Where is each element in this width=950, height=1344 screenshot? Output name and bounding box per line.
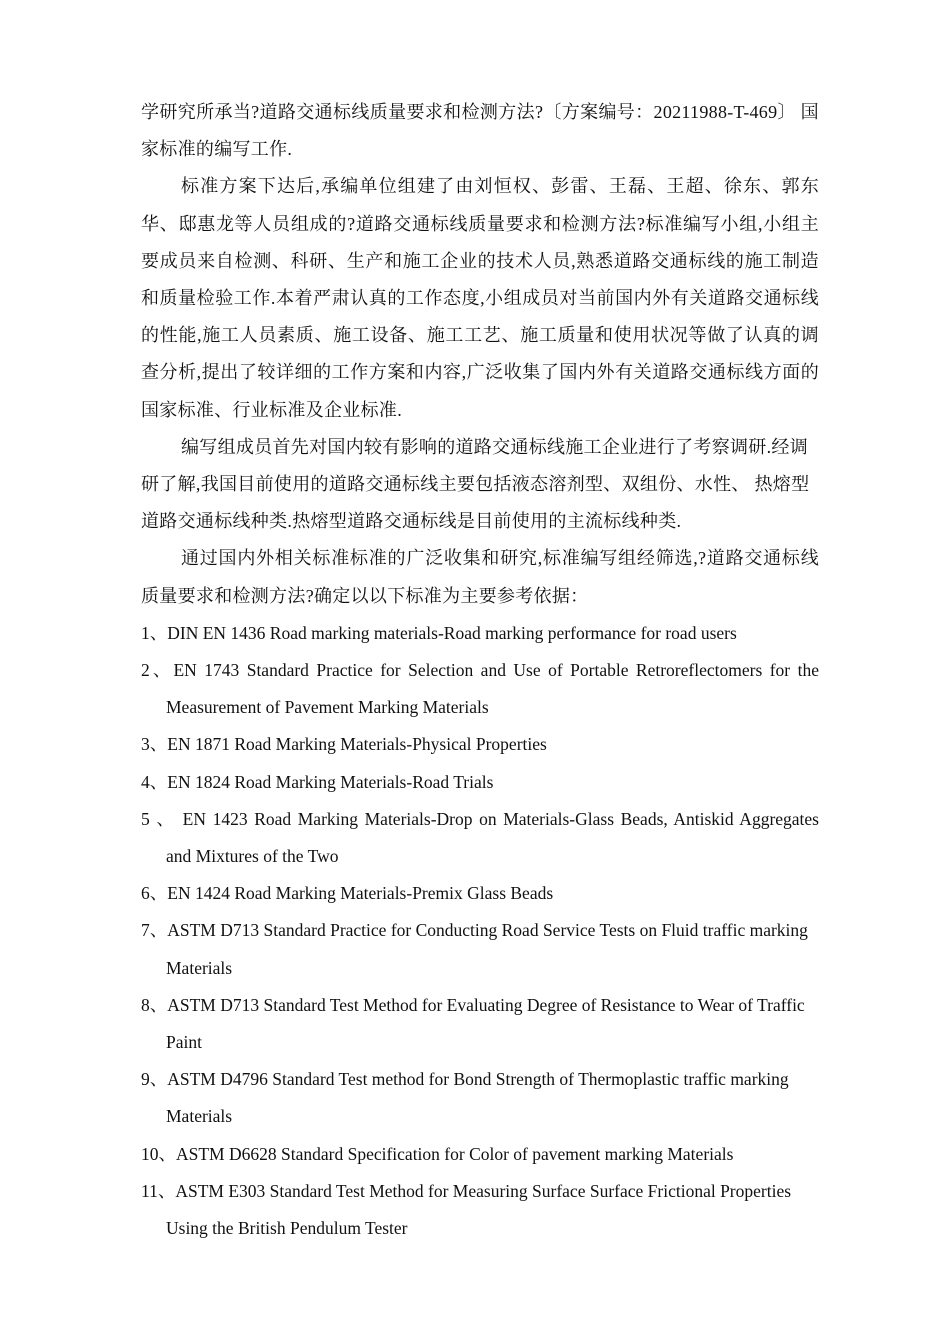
reference-item: 5 、 EN 1423 Road Marking Materials-Drop on Materials-Glass Beads, Antiskid Aggregates and Mixtures of the Two — [141, 808, 819, 867]
reference-standards-list — [141, 615, 819, 1247]
reference-item: 10、ASTM D6628 Standard Specification for Color of pavement marking Materials — [141, 1143, 734, 1164]
reference-item: 8、ASTM D713 Standard Test Method for Evaluating Degree of Resistance to Wear of Traffic Paint — [141, 994, 805, 1053]
paragraph-intro-continuation: 学研究所承当?道路交通标线质量要求和检测方法?〔方案编号：20211988-T-469〕 国家标准的编写工作. — [141, 102, 819, 160]
reference-item: 4、EN 1824 Road Marking Materials-Road Trials — [141, 771, 494, 792]
reference-item: 6、EN 1424 Road Marking Materials-Premix Glass Beads — [141, 883, 554, 904]
paragraph-drafting-group: 标准方案下达后,承编单位组建了由刘恒权、彭雷、王磊、王超、徐东、郭东华、邸惠龙等人员组成的?道路交通标线质量要求和检测方法?标准编写小组,小组主要成员来自检测、科研、生产和施工企业的技术人员,熟悉道路交通标线的施工制造和质量检验工作.本着严肃认真的工作态度,小组成员对当前国内外有关道路交通标线的性能,施工人员素质、施工设备、施工工艺、施工质量和使用状况等做了认真的调查分析,提出了较详细的工作方案和内容,广泛收集了国内外有关道路交通标线方面的国家标准、行业标准及企业标准. — [141, 176, 819, 420]
reference-item: 1、DIN EN 1436 Road marking materials-Road marking performance for road users — [141, 622, 737, 643]
reference-item: 7、ASTM D713 Standard Practice for Conducting Road Service Tests on Fluid traffic marking Materials — [141, 920, 808, 978]
paragraph-survey: 编写组成员首先对国内较有影响的道路交通标线施工企业进行了考察调研.经调研了解,我国目前使用的道路交通标线主要包括液态溶剂型、双组份、水性、 热熔型道路交通标线种类.热熔型道路交通标线是目前使用的主流标线种类. — [141, 436, 810, 532]
reference-item: 3、EN 1871 Road Marking Materials-Physical Properties — [141, 734, 547, 755]
paragraph-reference-basis: 通过国内外相关标准标准的广泛收集和研究,标准编写组经筛选,?道路交通标线质量要求和检测方法?确定以以下标准为主要参考依据： — [141, 548, 819, 606]
reference-item: 9、ASTM D4796 Standard Test method for Bond Strength of Thermoplastic traffic marking Materials — [141, 1069, 789, 1127]
reference-item: 11、ASTM E303 Standard Test Method for Measuring Surface Surface Frictional Properties Using the British Pendulum Tester — [141, 1180, 792, 1239]
document-page — [141, 94, 819, 1247]
reference-item: 2、EN 1743 Standard Practice for Selection and Use of Portable Retroreflectomers for the Measurement of Pavement Marking Materials — [141, 660, 819, 718]
